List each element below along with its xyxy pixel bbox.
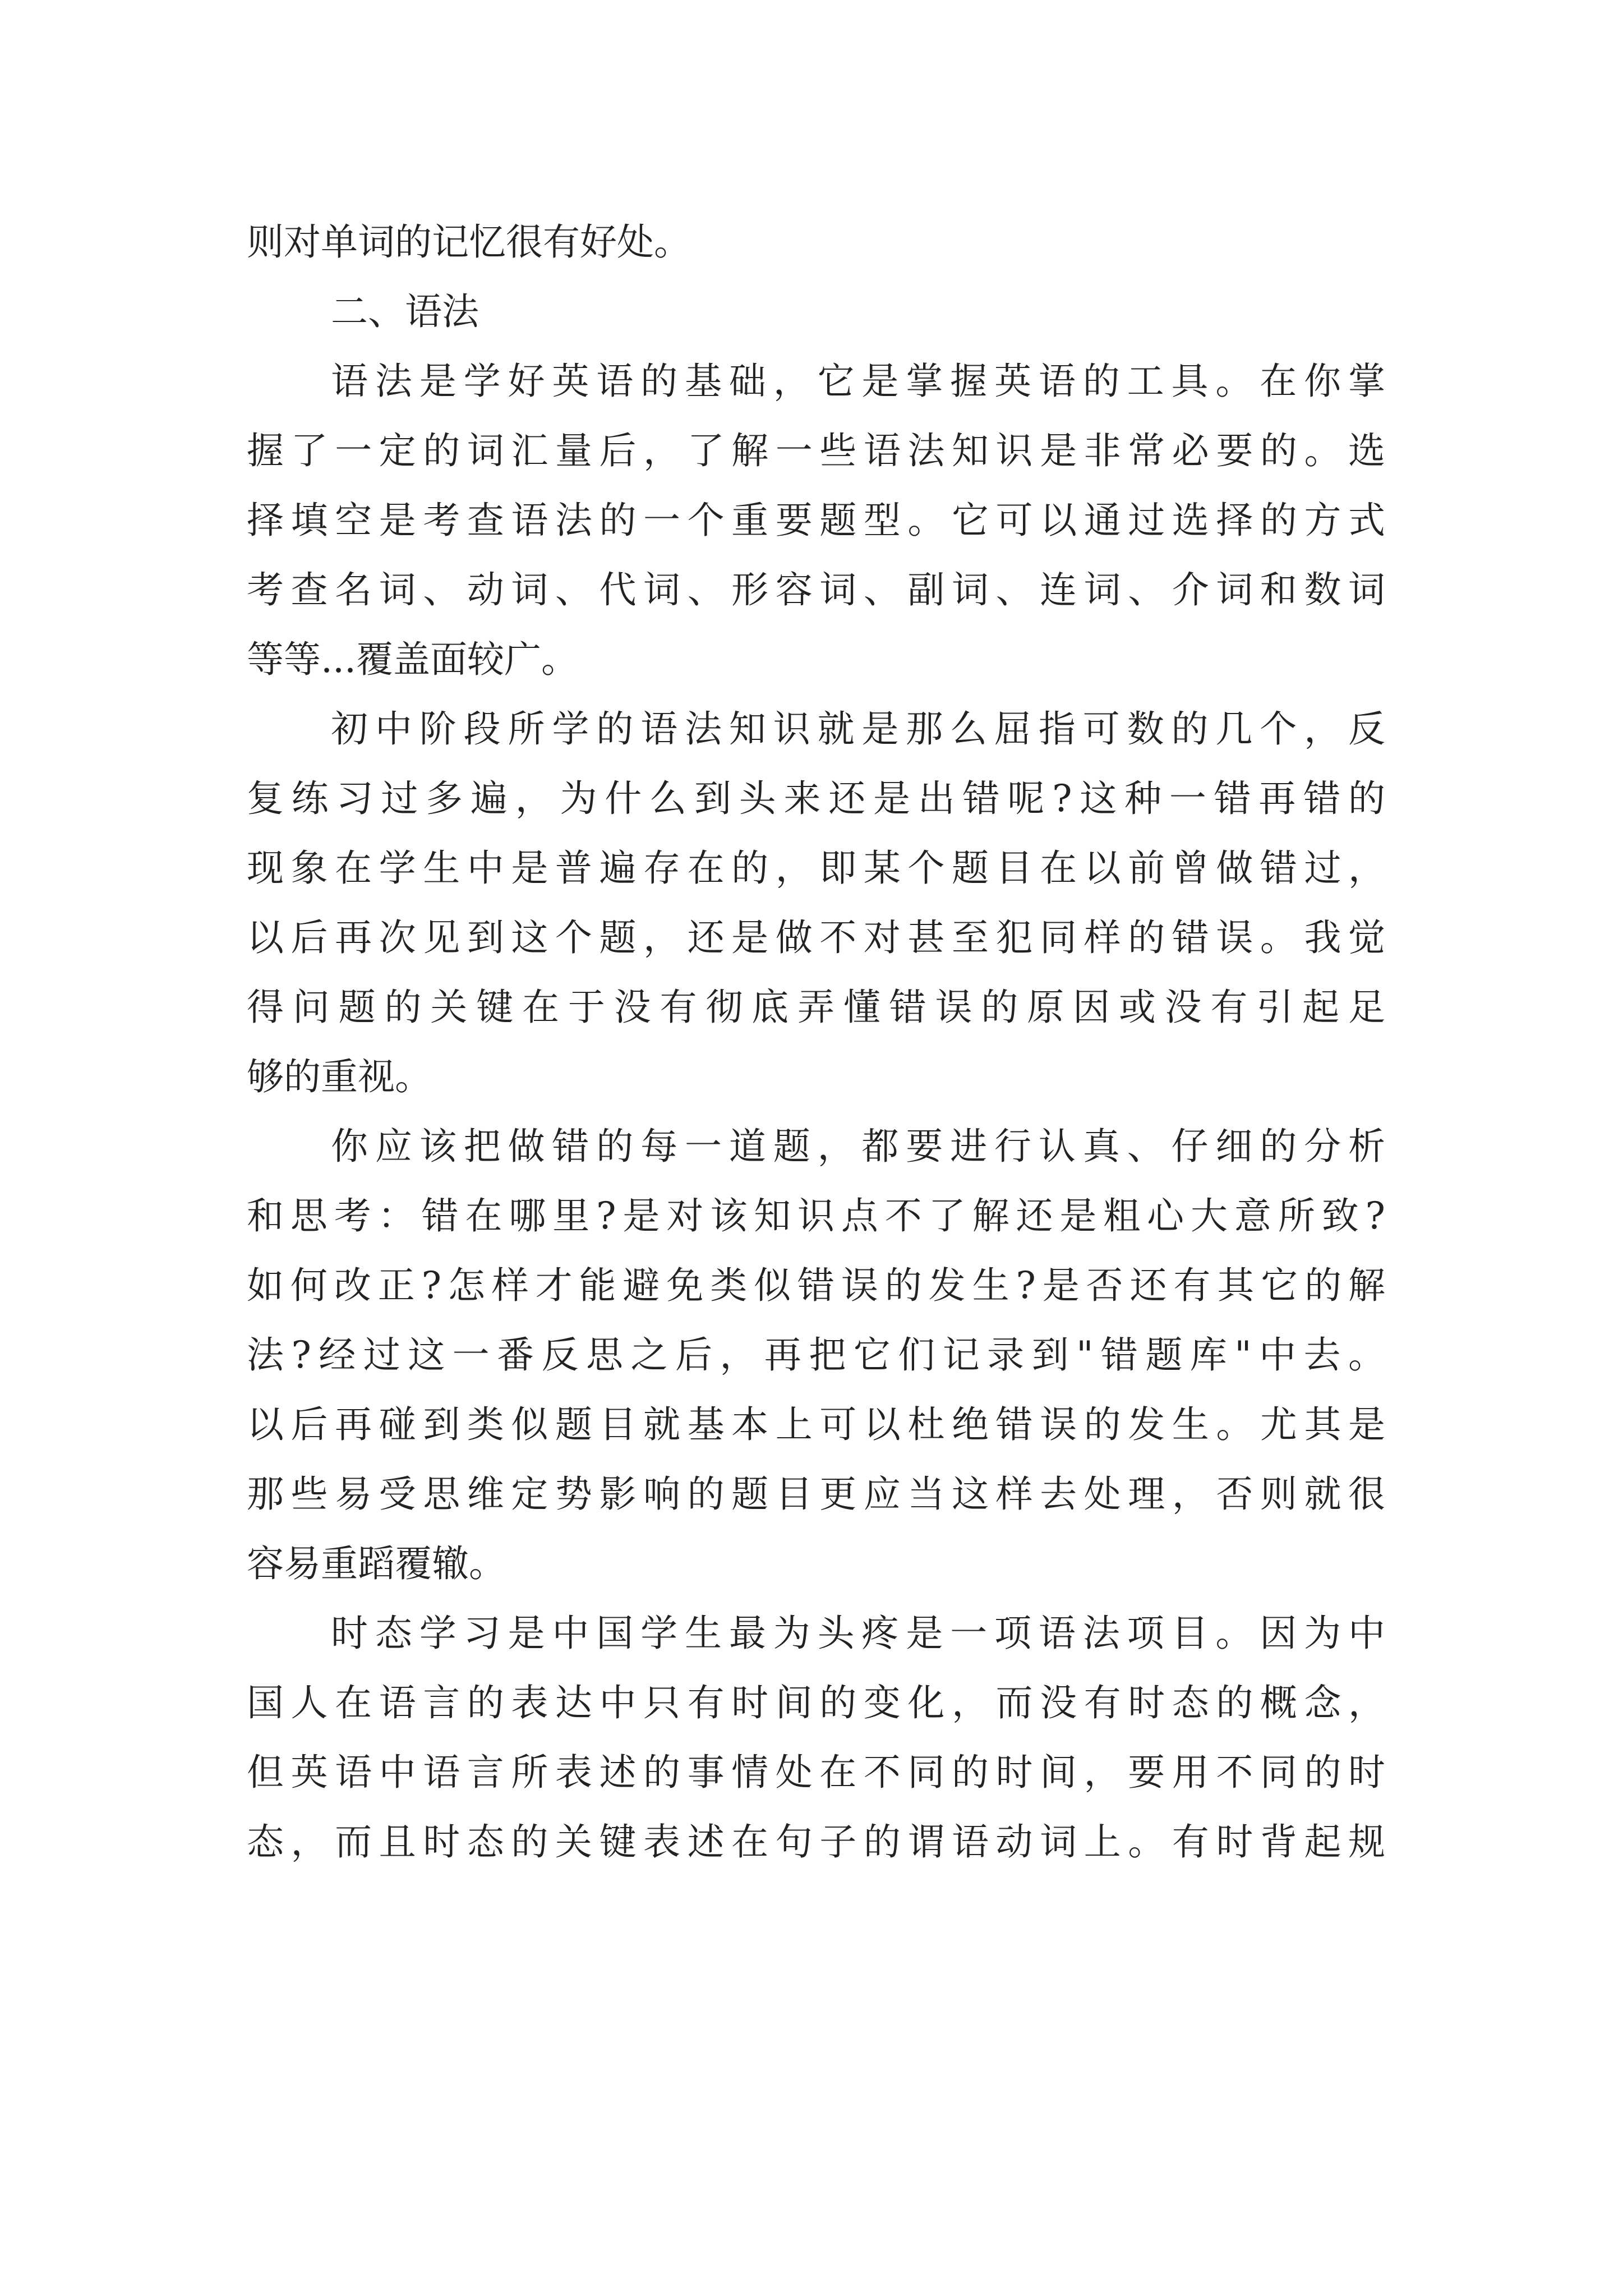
text-line: 初中阶段所学的语法知识就是那么屈指可数的几个，反 bbox=[331, 707, 1385, 751]
text-line: 等等...覆盖面较广。 bbox=[247, 638, 578, 681]
text-line: 够的重视。 bbox=[247, 1055, 432, 1098]
text-line: 以后再次见到这个题，还是做不对甚至犯同样的错误。我觉 bbox=[247, 916, 1385, 959]
text-line: 握了一定的词汇量后，了解一些语法知识是非常必要的。选 bbox=[247, 429, 1385, 472]
text-line: 语法是学好英语的基础，它是掌握英语的工具。在你掌 bbox=[331, 360, 1385, 403]
text-line: 你应该把做错的每一道题，都要进行认真、仔细的分析 bbox=[331, 1125, 1385, 1168]
text-line: 则对单词的记忆很有好处。 bbox=[247, 220, 691, 264]
text-line: 态，而且时态的关键表述在句子的谓语动词上。有时背起规 bbox=[247, 1820, 1385, 1864]
text-line: 法?经过这一番反思之后，再把它们记录到"错题库"中去。 bbox=[247, 1333, 1385, 1377]
text-line: 那些易受思维定势影响的题目更应当这样去处理，否则就很 bbox=[247, 1473, 1385, 1516]
text-line: 国人在语言的表达中只有时间的变化，而没有时态的概念， bbox=[247, 1681, 1385, 1724]
text-line: 复练习过多遍，为什么到头来还是出错呢?这种一错再错的 bbox=[247, 777, 1385, 820]
text-line: 但英语中语言所表述的事情处在不同的时间，要用不同的时 bbox=[247, 1751, 1385, 1794]
text-line: 以后再碰到类似题目就基本上可以杜绝错误的发生。尤其是 bbox=[247, 1403, 1385, 1446]
text-line: 考查名词、动词、代词、形容词、副词、连词、介词和数词 bbox=[247, 568, 1385, 611]
text-line: 择填空是考查语法的一个重要题型。它可以通过选择的方式 bbox=[247, 499, 1385, 542]
text-line: 时态学习是中国学生最为头疼是一项语法项目。因为中 bbox=[331, 1612, 1385, 1655]
text-line: 得问题的关键在于没有彻底弄懂错误的原因或没有引起足 bbox=[247, 986, 1385, 1029]
section-heading: 二、语法 bbox=[331, 290, 479, 333]
text-line: 现象在学生中是普遍存在的，即某个题目在以前曾做错过， bbox=[247, 846, 1385, 890]
text-line: 和思考：错在哪里?是对该知识点不了解还是粗心大意所致? bbox=[247, 1194, 1385, 1237]
text-line: 如何改正?怎样才能避免类似错误的发生?是否还有其它的解 bbox=[247, 1264, 1385, 1307]
text-line: 容易重蹈覆辙。 bbox=[247, 1542, 506, 1585]
